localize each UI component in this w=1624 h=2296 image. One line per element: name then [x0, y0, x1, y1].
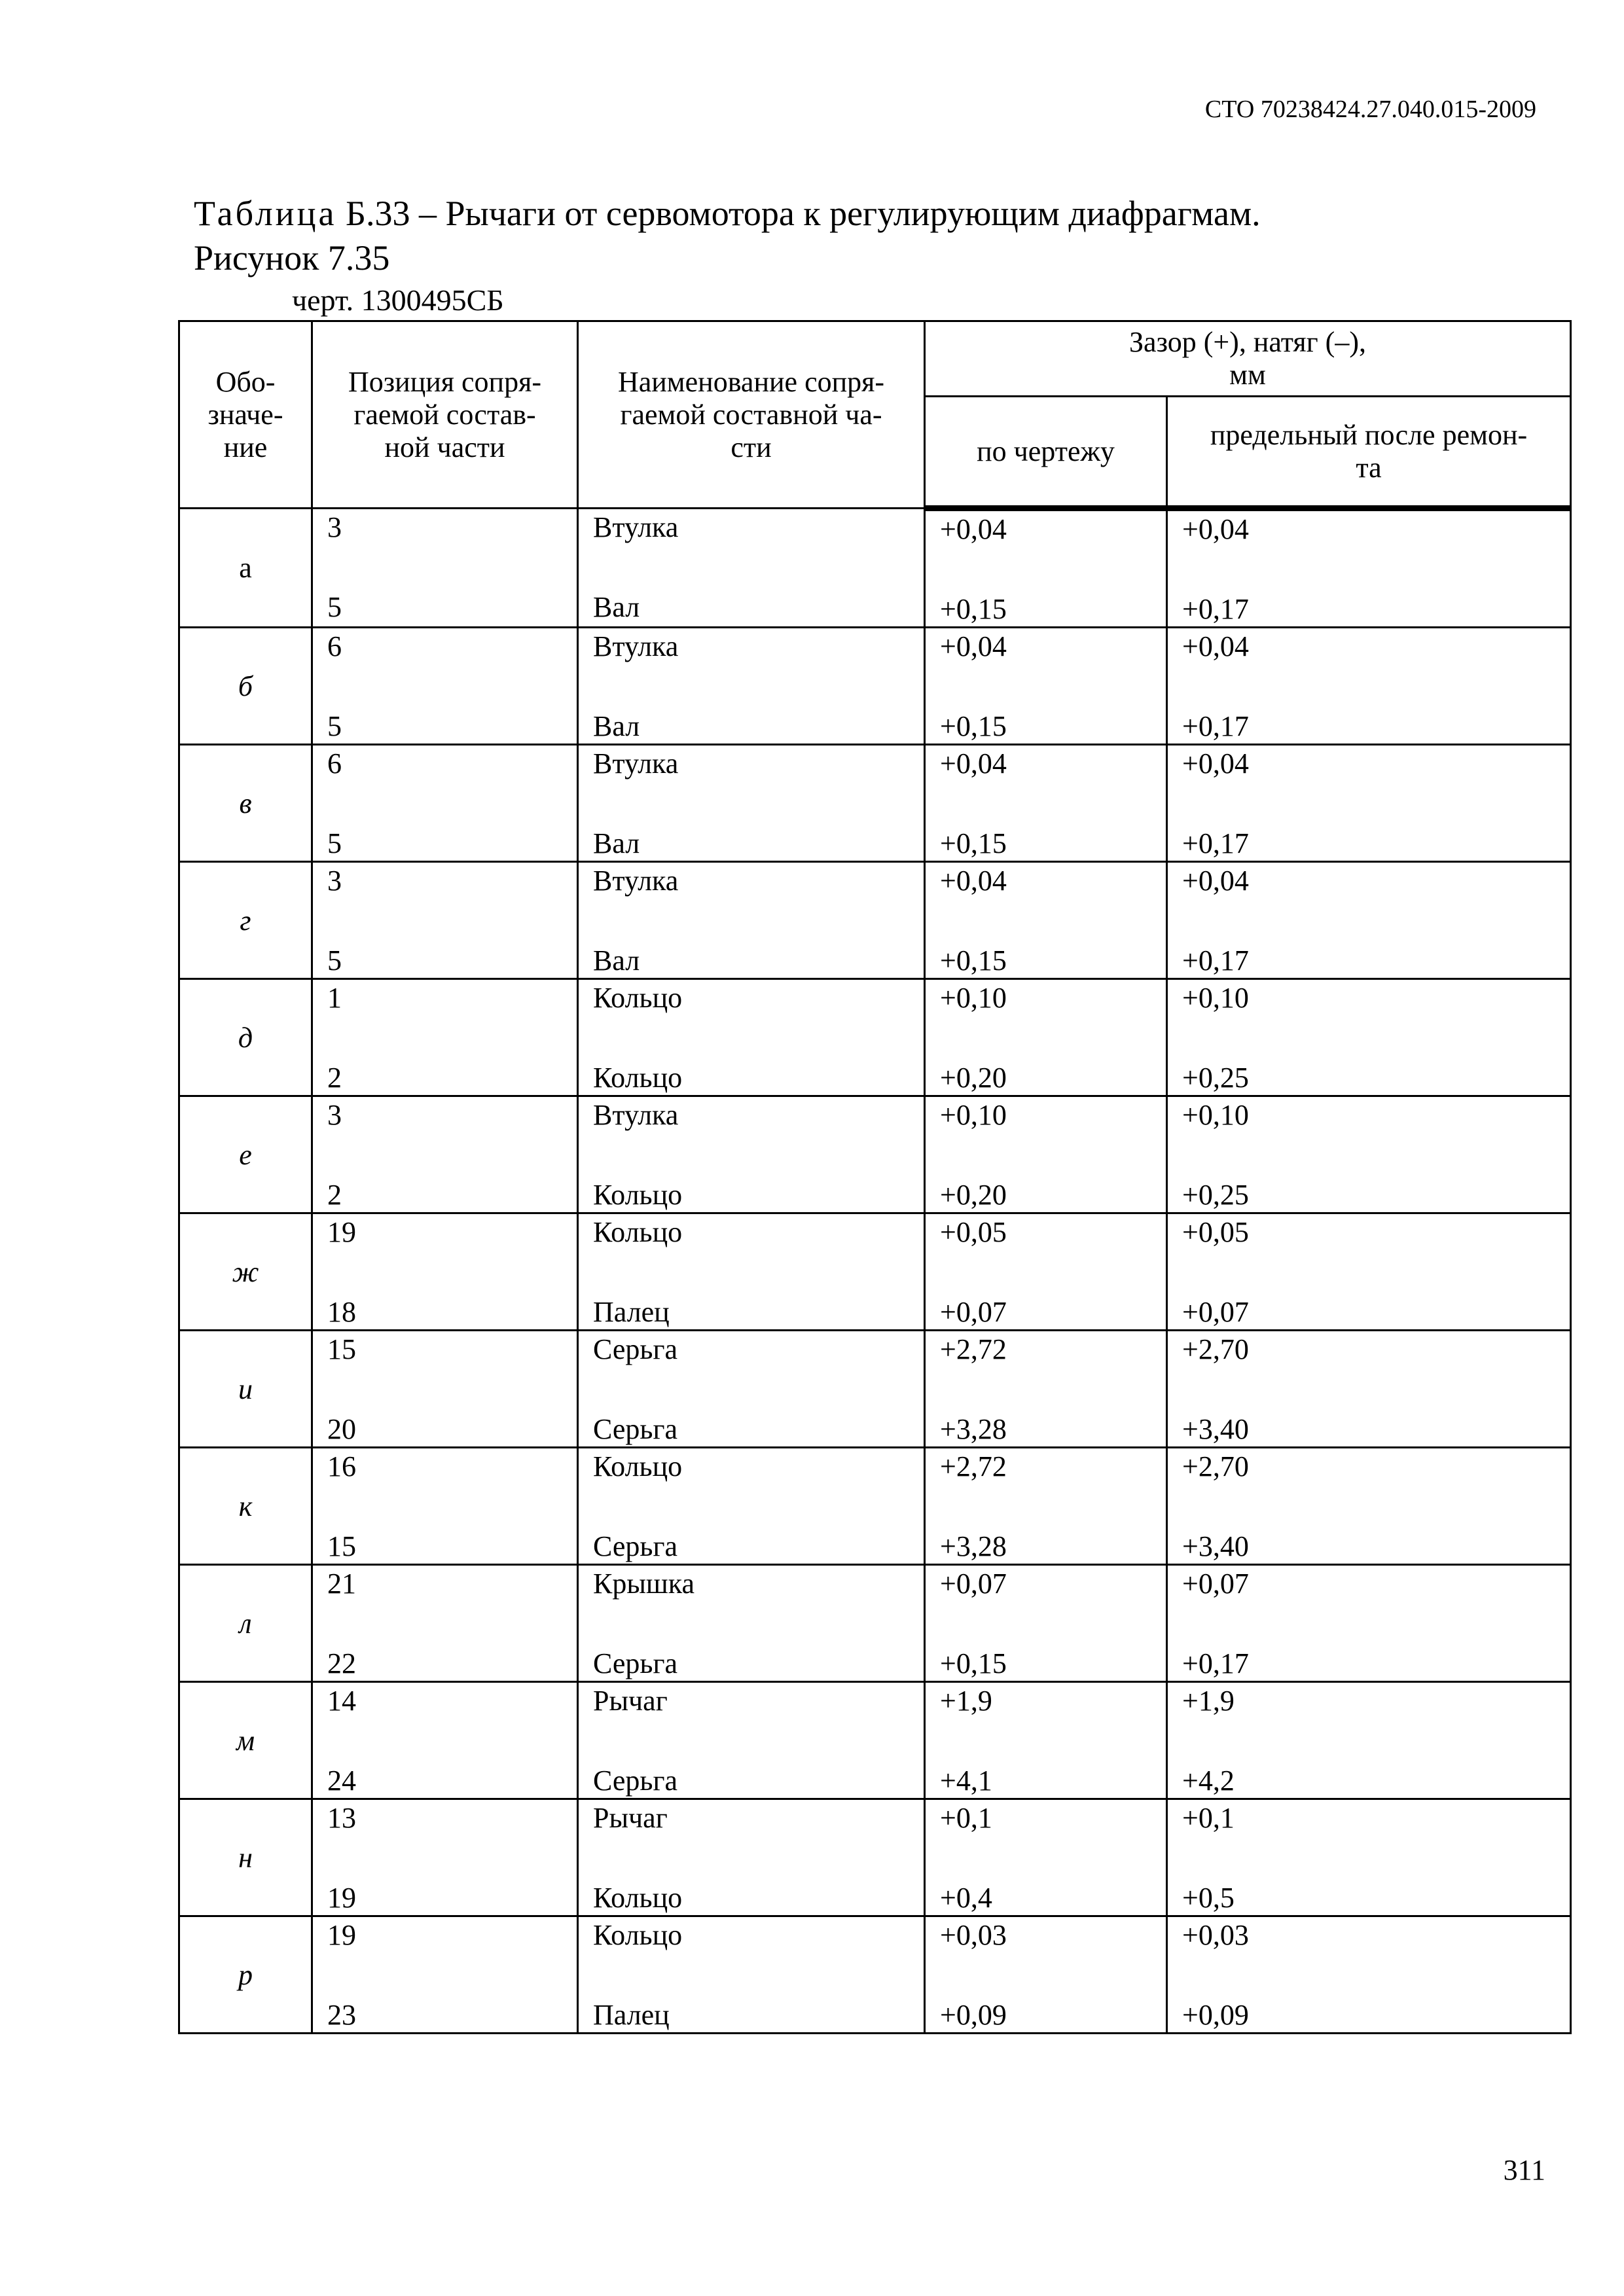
by-drawing-cell — [925, 862, 1167, 979]
by-drawing-cell — [925, 509, 1167, 628]
by-drawing-cell-lower-value: +0,4 — [940, 1882, 992, 1914]
part-name-cell — [578, 1448, 925, 1565]
position-cell — [312, 979, 578, 1096]
after-repair-cell-lower-value: +0,5 — [1182, 1882, 1235, 1914]
table-row — [179, 628, 1571, 745]
after-repair-cell-upper-value: +0,04 — [1182, 630, 1249, 662]
by-drawing-cell-upper-value: +0,04 — [940, 630, 1007, 662]
part-name-cell-upper-value: Крышка — [593, 1568, 695, 1600]
part-name-cell-lower-value: Серьга — [593, 1765, 678, 1797]
part-name-cell — [578, 1565, 925, 1682]
designation-cell: е — [179, 1096, 312, 1213]
by-drawing-cell-upper-value: +0,04 — [940, 513, 1007, 545]
by-drawing-cell-upper-value: +1,9 — [940, 1685, 992, 1717]
header-name — [578, 321, 925, 509]
position-cell — [312, 509, 578, 628]
after-repair-cell — [1167, 1096, 1571, 1213]
position-cell-lower-value: 2 — [327, 1062, 342, 1094]
position-cell-upper-value: 3 — [327, 1099, 342, 1131]
part-name-cell-lower-value: Вал — [593, 827, 640, 859]
part-name-cell — [578, 509, 925, 628]
by-drawing-cell-upper-value: +0,1 — [940, 1802, 992, 1834]
table-body — [179, 509, 1571, 2034]
position-cell-upper-value: 1 — [327, 982, 342, 1014]
designation-cell: в — [179, 745, 312, 862]
by-drawing-cell-lower-value: +0,07 — [940, 1296, 1007, 1328]
header-by-drawing — [925, 397, 1167, 509]
header-designation — [179, 321, 312, 509]
after-repair-cell — [1167, 1565, 1571, 1682]
designation-cell: г — [179, 862, 312, 979]
table-row — [179, 745, 1571, 862]
after-repair-cell — [1167, 979, 1571, 1096]
position-cell-lower-value: 20 — [327, 1413, 356, 1445]
by-drawing-cell-upper-value: +2,72 — [940, 1333, 1007, 1365]
by-drawing-cell-upper-value: +0,10 — [940, 1099, 1007, 1131]
position-cell-upper-value: 15 — [327, 1333, 356, 1365]
position-cell-lower-value: 5 — [327, 944, 342, 977]
header-name-text: Наименование сопря- гаемой составной ча- сти — [617, 365, 885, 463]
part-name-cell — [578, 1799, 925, 1916]
after-repair-cell-lower-value: +0,17 — [1182, 827, 1249, 859]
position-cell-lower-value: 24 — [327, 1765, 356, 1797]
by-drawing-cell-lower-value: +0,15 — [940, 1647, 1007, 1679]
position-cell-lower-value: 2 — [327, 1179, 342, 1211]
part-name-cell — [578, 1682, 925, 1799]
after-repair-cell-upper-value: +0,1 — [1182, 1802, 1235, 1834]
position-cell — [312, 1682, 578, 1799]
by-drawing-cell — [925, 1213, 1167, 1331]
part-name-cell-lower-value: Серьга — [593, 1413, 678, 1445]
part-name-cell-lower-value: Кольцо — [593, 1179, 683, 1211]
by-drawing-cell — [925, 1565, 1167, 1682]
table-row — [179, 1916, 1571, 2034]
part-name-cell-upper-value: Втулка — [593, 747, 679, 780]
after-repair-cell — [1167, 1331, 1571, 1448]
position-cell-upper-value: 14 — [327, 1685, 356, 1717]
after-repair-cell — [1167, 1213, 1571, 1331]
by-drawing-cell-lower-value: +0,09 — [940, 1999, 1007, 2031]
after-repair-cell-upper-value: +0,03 — [1182, 1919, 1249, 1951]
after-repair-cell — [1167, 1448, 1571, 1565]
by-drawing-cell-upper-value: +0,03 — [940, 1919, 1007, 1951]
position-cell-lower-value: 5 — [327, 827, 342, 859]
position-cell-upper-value: 6 — [327, 630, 342, 662]
clearance-table — [178, 320, 1572, 2034]
table-row — [179, 1213, 1571, 1331]
by-drawing-cell — [925, 1331, 1167, 1448]
by-drawing-cell — [925, 628, 1167, 745]
after-repair-cell-lower-value: +0,09 — [1182, 1999, 1249, 2031]
header-position-text: Позиция сопря- гаемой состав- ной части — [348, 365, 541, 463]
position-cell — [312, 1213, 578, 1331]
after-repair-cell — [1167, 1682, 1571, 1799]
by-drawing-cell — [925, 1682, 1167, 1799]
after-repair-cell-upper-value: +0,10 — [1182, 1099, 1249, 1131]
table-title-text: Б.33 – Рычаги от сервомотора к регулирующим диафрагмам. — [336, 194, 1261, 233]
part-name-cell-upper-value: Кольцо — [593, 1919, 683, 1951]
by-drawing-cell-lower-value: +0,15 — [940, 710, 1007, 742]
drawing-reference: черт. 1300495СБ — [292, 283, 504, 317]
by-drawing-cell-upper-value: +0,10 — [940, 982, 1007, 1014]
after-repair-cell — [1167, 628, 1571, 745]
position-cell-upper-value: 13 — [327, 1802, 356, 1834]
by-drawing-cell-upper-value: +0,07 — [940, 1568, 1007, 1600]
part-name-cell-lower-value: Кольцо — [593, 1062, 683, 1094]
part-name-cell-upper-value: Втулка — [593, 865, 679, 897]
part-name-cell-upper-value: Кольцо — [593, 1450, 683, 1482]
part-name-cell — [578, 628, 925, 745]
table-row — [179, 1331, 1571, 1448]
by-drawing-cell-lower-value: +0,15 — [940, 593, 1007, 625]
designation-cell: и — [179, 1331, 312, 1448]
part-name-cell-lower-value: Серьга — [593, 1530, 678, 1562]
table-title — [194, 191, 1261, 280]
after-repair-cell-lower-value: +3,40 — [1182, 1413, 1249, 1445]
table-header-row — [179, 321, 1571, 397]
by-drawing-cell-lower-value: +0,15 — [940, 827, 1007, 859]
by-drawing-cell — [925, 1448, 1167, 1565]
position-cell — [312, 628, 578, 745]
table-row — [179, 1682, 1571, 1799]
table-row — [179, 1448, 1571, 1565]
table-row — [179, 509, 1571, 628]
after-repair-cell — [1167, 1799, 1571, 1916]
after-repair-cell-lower-value: +0,17 — [1182, 710, 1249, 742]
by-drawing-cell-upper-value: +0,05 — [940, 1216, 1007, 1248]
by-drawing-cell-lower-value: +4,1 — [940, 1765, 992, 1797]
part-name-cell-upper-value: Кольцо — [593, 982, 683, 1014]
part-name-cell-lower-value: Палец — [593, 1296, 670, 1328]
after-repair-cell-lower-value: +3,40 — [1182, 1530, 1249, 1562]
table-row — [179, 979, 1571, 1096]
position-cell — [312, 745, 578, 862]
position-cell-lower-value: 23 — [327, 1999, 356, 2031]
after-repair-cell-upper-value: +2,70 — [1182, 1450, 1249, 1482]
part-name-cell-upper-value: Втулка — [593, 630, 679, 662]
part-name-cell-lower-value: Вал — [593, 944, 640, 977]
after-repair-cell-lower-value: +4,2 — [1182, 1765, 1235, 1797]
position-cell-lower-value: 15 — [327, 1530, 356, 1562]
position-cell — [312, 862, 578, 979]
part-name-cell-upper-value: Рычаг — [593, 1802, 668, 1834]
position-cell-lower-value: 18 — [327, 1296, 356, 1328]
part-name-cell — [578, 745, 925, 862]
position-cell — [312, 1565, 578, 1682]
after-repair-cell — [1167, 745, 1571, 862]
part-name-cell — [578, 979, 925, 1096]
document-code: СТО 70238424.27.040.015-2009 — [1204, 96, 1536, 123]
position-cell-upper-value: 21 — [327, 1568, 356, 1600]
after-repair-cell-lower-value: +0,17 — [1182, 593, 1249, 625]
page-number: 311 — [1503, 2154, 1545, 2186]
part-name-cell-lower-value: Кольцо — [593, 1882, 683, 1914]
by-drawing-cell-lower-value: +0,15 — [940, 944, 1007, 977]
by-drawing-cell — [925, 1799, 1167, 1916]
after-repair-cell-lower-value: +0,17 — [1182, 1647, 1249, 1679]
position-cell-upper-value: 19 — [327, 1919, 356, 1951]
by-drawing-cell-lower-value: +0,20 — [940, 1062, 1007, 1094]
designation-cell: н — [179, 1799, 312, 1916]
table-title-prefix: Таблица — [194, 194, 337, 233]
part-name-cell-lower-value: Вал — [593, 591, 640, 623]
header-designation-text: Обо- значе- ние — [208, 365, 283, 463]
after-repair-cell-upper-value: +0,04 — [1182, 747, 1249, 780]
table-row — [179, 1799, 1571, 1916]
by-drawing-cell-upper-value: +0,04 — [940, 865, 1007, 897]
header-after-repair-text: предельный после ремон- та — [1210, 418, 1528, 484]
after-repair-cell-upper-value: +0,04 — [1182, 865, 1249, 897]
after-repair-cell-upper-value: +0,04 — [1182, 513, 1249, 545]
by-drawing-cell-upper-value: +0,04 — [940, 747, 1007, 780]
part-name-cell — [578, 1331, 925, 1448]
after-repair-cell-lower-value: +0,25 — [1182, 1062, 1249, 1094]
position-cell — [312, 1096, 578, 1213]
part-name-cell-upper-value: Втулка — [593, 1099, 679, 1131]
after-repair-cell-lower-value: +0,17 — [1182, 944, 1249, 977]
part-name-cell-upper-value: Кольцо — [593, 1216, 683, 1248]
table-row — [179, 1096, 1571, 1213]
designation-cell: к — [179, 1448, 312, 1565]
designation-cell: д — [179, 979, 312, 1096]
after-repair-cell-lower-value: +0,25 — [1182, 1179, 1249, 1211]
after-repair-cell-upper-value: +1,9 — [1182, 1685, 1235, 1717]
by-drawing-cell — [925, 745, 1167, 862]
after-repair-cell — [1167, 1916, 1571, 2034]
by-drawing-cell — [925, 1916, 1167, 2034]
position-cell-lower-value: 19 — [327, 1882, 356, 1914]
designation-cell: а — [179, 509, 312, 628]
designation-cell: м — [179, 1682, 312, 1799]
after-repair-cell-lower-value: +0,07 — [1182, 1296, 1249, 1328]
by-drawing-cell-lower-value: +3,28 — [940, 1530, 1007, 1562]
part-name-cell-upper-value: Втулка — [593, 511, 679, 543]
part-name-cell — [578, 1213, 925, 1331]
part-name-cell-upper-value: Рычаг — [593, 1685, 668, 1717]
position-cell-lower-value: 22 — [327, 1647, 356, 1679]
after-repair-cell — [1167, 509, 1571, 628]
header-by-drawing-text: по чертежу — [977, 435, 1115, 467]
position-cell — [312, 1799, 578, 1916]
header-gap — [925, 321, 1571, 397]
after-repair-cell-upper-value: +0,05 — [1182, 1216, 1249, 1248]
table-row — [179, 862, 1571, 979]
header-after-repair — [1167, 397, 1571, 509]
header-gap-text: Зазор (+), натяг (–), мм — [1129, 326, 1366, 391]
after-repair-cell-upper-value: +2,70 — [1182, 1333, 1249, 1365]
after-repair-cell — [1167, 862, 1571, 979]
part-name-cell — [578, 1096, 925, 1213]
position-cell-upper-value: 16 — [327, 1450, 356, 1482]
position-cell-lower-value: 5 — [327, 710, 342, 742]
part-name-cell-lower-value: Вал — [593, 710, 640, 742]
position-cell-upper-value: 6 — [327, 747, 342, 780]
designation-cell: л — [179, 1565, 312, 1682]
after-repair-cell-upper-value: +0,07 — [1182, 1568, 1249, 1600]
designation-cell: б — [179, 628, 312, 745]
position-cell-upper-value: 3 — [327, 865, 342, 897]
by-drawing-cell — [925, 979, 1167, 1096]
position-cell-upper-value: 3 — [327, 511, 342, 543]
position-cell-lower-value: 5 — [327, 591, 342, 623]
part-name-cell — [578, 1916, 925, 2034]
by-drawing-cell — [925, 1096, 1167, 1213]
by-drawing-cell-lower-value: +3,28 — [940, 1413, 1007, 1445]
position-cell — [312, 1916, 578, 2034]
part-name-cell-lower-value: Палец — [593, 1999, 670, 2031]
position-cell — [312, 1331, 578, 1448]
table-row — [179, 1565, 1571, 1682]
by-drawing-cell-lower-value: +0,20 — [940, 1179, 1007, 1211]
position-cell — [312, 1448, 578, 1565]
designation-cell: р — [179, 1916, 312, 2034]
part-name-cell-upper-value: Серьга — [593, 1333, 678, 1365]
header-position — [312, 321, 578, 509]
part-name-cell — [578, 862, 925, 979]
designation-cell: ж — [179, 1213, 312, 1331]
position-cell-upper-value: 19 — [327, 1216, 356, 1248]
figure-reference: Рисунок 7.35 — [194, 238, 390, 278]
part-name-cell-lower-value: Серьга — [593, 1647, 678, 1679]
after-repair-cell-upper-value: +0,10 — [1182, 982, 1249, 1014]
by-drawing-cell-upper-value: +2,72 — [940, 1450, 1007, 1482]
